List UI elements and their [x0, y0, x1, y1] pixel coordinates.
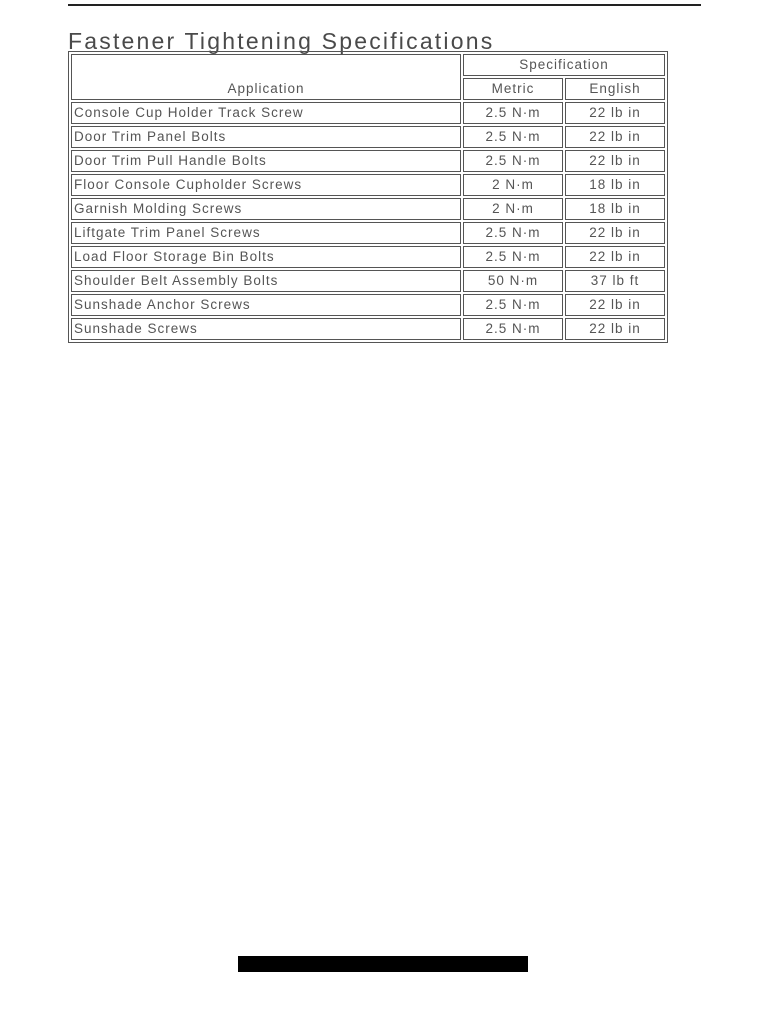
table-header-row: [71, 54, 665, 76]
cell-application: Sunshade Anchor Screws: [71, 294, 461, 316]
cell-metric: 2 N·m: [463, 198, 563, 220]
cell-application: Liftgate Trim Panel Screws: [71, 222, 461, 244]
cell-application: Door Trim Panel Bolts: [71, 126, 461, 148]
table-row: [71, 150, 665, 172]
fastener-spec-table: [68, 51, 668, 343]
table-row: [71, 198, 665, 220]
cell-application: Load Floor Storage Bin Bolts: [71, 246, 461, 268]
cell-metric: 2.5 N·m: [463, 246, 563, 268]
cell-application: Console Cup Holder Track Screw: [71, 102, 461, 124]
top-rule: [68, 4, 701, 6]
cell-metric: 2.5 N·m: [463, 126, 563, 148]
table-row: [71, 294, 665, 316]
table-row: [71, 126, 665, 148]
header-application: Application: [71, 54, 461, 100]
cell-english: 18 lb in: [565, 174, 665, 196]
table-row: [71, 270, 665, 292]
table-row: [71, 174, 665, 196]
cell-english: 22 lb in: [565, 246, 665, 268]
cell-application: Floor Console Cupholder Screws: [71, 174, 461, 196]
cell-english: 22 lb in: [565, 150, 665, 172]
cell-english: 22 lb in: [565, 294, 665, 316]
cell-english: 22 lb in: [565, 102, 665, 124]
cell-metric: 2.5 N·m: [463, 102, 563, 124]
cell-english: 22 lb in: [565, 126, 665, 148]
footer-bar: [238, 956, 528, 972]
cell-english: 37 lb ft: [565, 270, 665, 292]
cell-metric: 50 N·m: [463, 270, 563, 292]
cell-application: Shoulder Belt Assembly Bolts: [71, 270, 461, 292]
cell-english: 18 lb in: [565, 198, 665, 220]
table-row: [71, 222, 665, 244]
header-specification: Specification: [463, 54, 665, 76]
cell-english: 22 lb in: [565, 222, 665, 244]
cell-application: Sunshade Screws: [71, 318, 461, 340]
header-english: English: [565, 78, 665, 100]
cell-application: Door Trim Pull Handle Bolts: [71, 150, 461, 172]
table-row: [71, 246, 665, 268]
cell-english: 22 lb in: [565, 318, 665, 340]
table-row: [71, 318, 665, 340]
page-title: Fastener Tightening Specifications: [68, 28, 495, 55]
cell-metric: 2.5 N·m: [463, 150, 563, 172]
cell-metric: 2 N·m: [463, 174, 563, 196]
cell-application: Garnish Molding Screws: [71, 198, 461, 220]
cell-metric: 2.5 N·m: [463, 294, 563, 316]
cell-metric: 2.5 N·m: [463, 318, 563, 340]
cell-metric: 2.5 N·m: [463, 222, 563, 244]
table-row: [71, 102, 665, 124]
header-metric: Metric: [463, 78, 563, 100]
